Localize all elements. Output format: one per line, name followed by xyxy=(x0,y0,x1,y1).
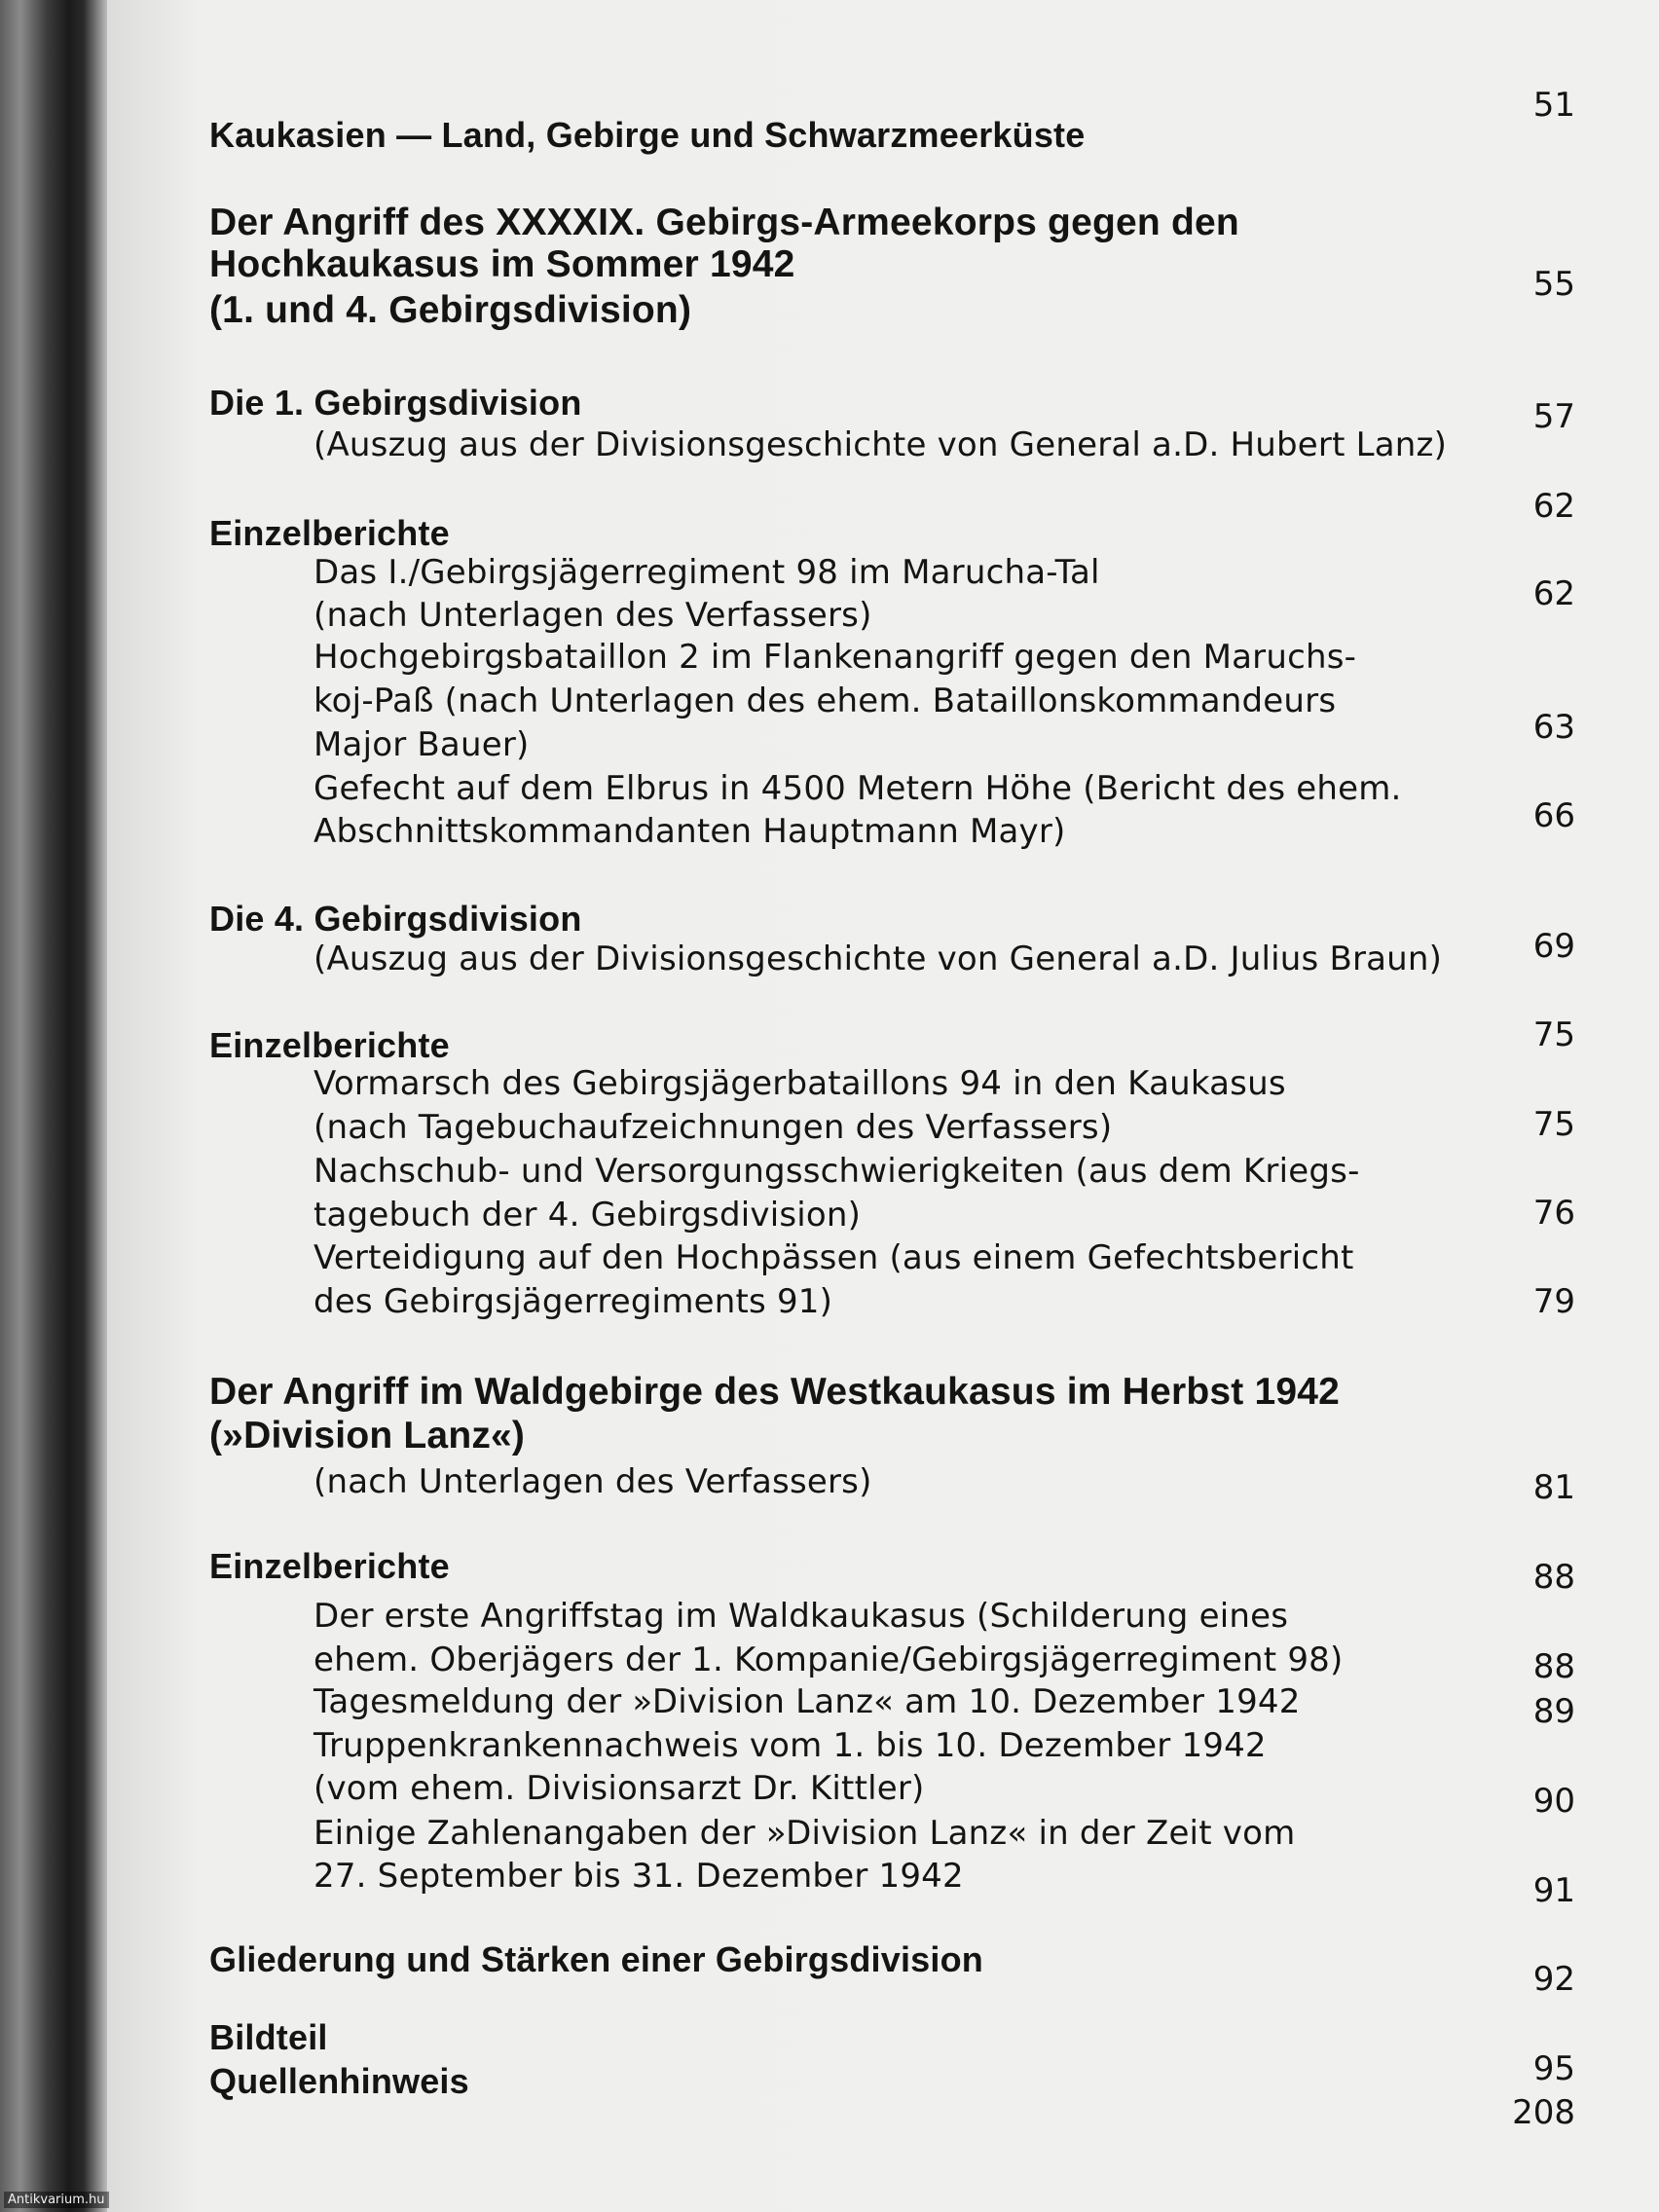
toc-section-title: Quellenhinweis xyxy=(209,2061,469,2101)
toc-entry: (nach Unterlagen des Verfassers) xyxy=(313,596,872,635)
toc-page-number: 79 xyxy=(1532,1282,1575,1321)
toc-page-number: 89 xyxy=(1532,1692,1575,1731)
toc-page-number: 88 xyxy=(1532,1647,1575,1686)
toc-heading-line: Der Angriff des XXXXIX. Gebirgs-Armeekorps gegen den xyxy=(209,202,1239,243)
toc-page-number: 76 xyxy=(1532,1194,1575,1233)
toc-entry: Gefecht auf dem Elbrus in 4500 Metern Höhe (Bericht des ehem. xyxy=(313,769,1402,808)
toc-page-number: 95 xyxy=(1532,2049,1575,2088)
toc-page-number: 208 xyxy=(1512,2093,1575,2132)
toc-section-title: Einzelberichte xyxy=(209,1025,450,1065)
toc-entry: Abschnittskommandanten Hauptmann Mayr) xyxy=(313,812,1066,851)
toc-entry: Tagesmeldung der »Division Lanz« am 10. Dezember 1942 xyxy=(313,1682,1301,1721)
toc-page-number: 62 xyxy=(1532,487,1575,526)
toc-page-number: 90 xyxy=(1532,1782,1575,1821)
toc-entry: koj-Paß (nach Unterlagen des ehem. Bataillonskommandeurs xyxy=(313,682,1337,720)
toc-entry: 27. September bis 31. Dezember 1942 xyxy=(313,1857,964,1896)
toc-section-title: Einzelberichte xyxy=(209,513,450,553)
toc-page-number: 66 xyxy=(1532,796,1575,835)
toc-page-number: 57 xyxy=(1532,397,1575,436)
toc-section-title: Einzelberichte xyxy=(209,1546,450,1586)
toc-entry: (vom ehem. Divisionsarzt Dr. Kittler) xyxy=(313,1769,925,1808)
toc-page-number: 55 xyxy=(1532,265,1575,304)
toc-page-number: 92 xyxy=(1532,1960,1575,1999)
toc-page-number: 62 xyxy=(1532,574,1575,613)
toc-heading-line: (1. und 4. Gebirgsdivision) xyxy=(209,289,692,331)
toc-entry: Truppenkrankennachweis vom 1. bis 10. Dezember 1942 xyxy=(313,1726,1267,1765)
toc-page-number: 69 xyxy=(1532,927,1575,966)
toc-entry: des Gebirgsjägerregiments 91) xyxy=(313,1282,833,1321)
toc-entry: (nach Tagebuchaufzeichnungen des Verfassers) xyxy=(313,1108,1113,1147)
toc-entry: (Auszug aus der Divisionsgeschichte von General a.D. Julius Braun) xyxy=(313,940,1443,978)
toc-entry: Das I./Gebirgsjägerregiment 98 im Marucha-Tal xyxy=(313,553,1100,592)
toc-entry: Hochgebirgsbataillon 2 im Flankenangriff gegen den Maruchs- xyxy=(313,638,1357,677)
toc-page-number: 81 xyxy=(1532,1468,1575,1507)
toc-entry: (Auszug aus der Divisionsgeschichte von General a.D. Hubert Lanz) xyxy=(313,425,1448,464)
toc-entry-kaukasien: Kaukasien — Land, Gebirge und Schwarzmeerküste xyxy=(209,115,1086,155)
toc-section-title: Die 1. Gebirgsdivision xyxy=(209,383,582,423)
toc-entry: Einige Zahlenangaben der »Division Lanz« in der Zeit vom xyxy=(313,1814,1296,1853)
toc-section-title: Bildteil xyxy=(209,2017,328,2057)
toc-page-number: 75 xyxy=(1532,1015,1575,1054)
watermark: Antikvarium.hu xyxy=(4,2192,109,2208)
toc-heading-line: Hochkaukasus im Sommer 1942 xyxy=(209,243,795,285)
toc-heading-line: (»Division Lanz«) xyxy=(209,1415,526,1456)
toc-entry: tagebuch der 4. Gebirgsdivision) xyxy=(313,1196,862,1235)
toc-entry: Vormarsch des Gebirgsjägerbataillons 94 in den Kaukasus xyxy=(313,1064,1286,1103)
toc-page-number: 63 xyxy=(1532,708,1575,747)
toc-page-number: 91 xyxy=(1532,1871,1575,1910)
toc-page-number: 88 xyxy=(1532,1558,1575,1597)
toc-entry: Verteidigung auf den Hochpässen (aus einem Gefechtsbericht xyxy=(313,1238,1354,1277)
toc-entry: Major Bauer) xyxy=(313,725,530,764)
toc-heading-line: Der Angriff im Waldgebirge des Westkaukasus im Herbst 1942 xyxy=(209,1371,1341,1413)
toc-entry: ehem. Oberjägers der 1. Kompanie/Gebirgsjägerregiment 98) xyxy=(313,1641,1344,1679)
toc-section-title: Die 4. Gebirgsdivision xyxy=(209,899,582,939)
toc-entry: Nachschub- und Versorgungsschwierigkeiten (aus dem Kriegs- xyxy=(313,1152,1360,1191)
toc-page-number: 75 xyxy=(1532,1105,1575,1144)
toc-entry: Der erste Angriffstag im Waldkaukasus (Schilderung eines xyxy=(313,1597,1289,1636)
toc-entry: (nach Unterlagen des Verfassers) xyxy=(313,1462,872,1501)
toc-page-number: 51 xyxy=(1532,86,1575,125)
toc-section-title: Gliederung und Stärken einer Gebirgsdivision xyxy=(209,1939,983,1979)
